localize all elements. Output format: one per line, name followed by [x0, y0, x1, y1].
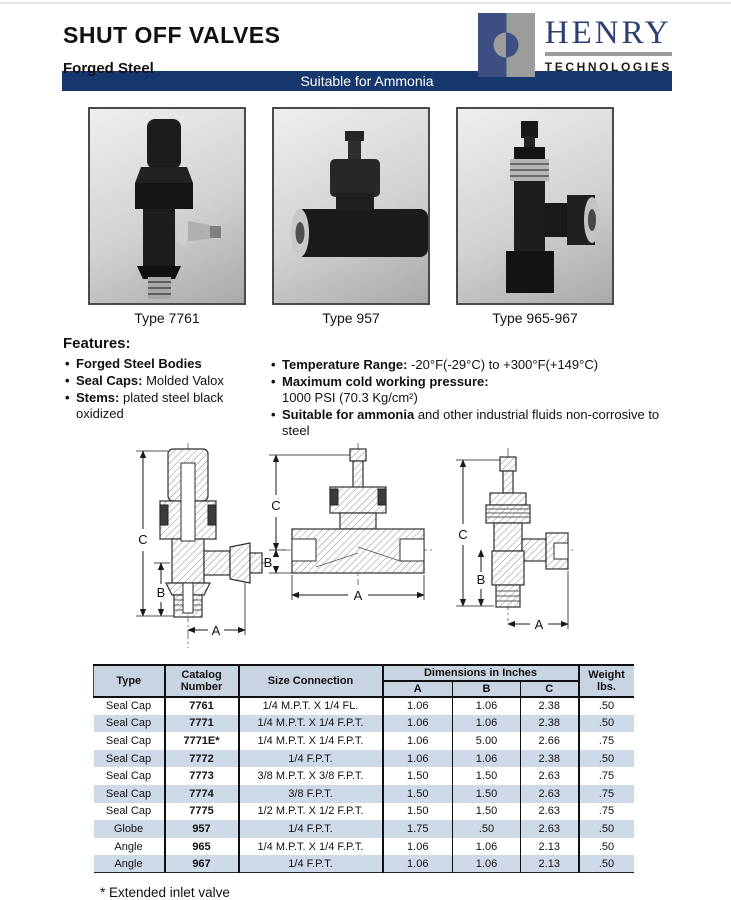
- cell-b: 1.06: [453, 855, 521, 873]
- technical-drawings: [62, 443, 672, 653]
- cell-type: Seal Cap: [94, 803, 165, 821]
- cell-b: 5.00: [453, 732, 521, 750]
- col-header-type: Type: [94, 665, 165, 697]
- cell-a: 1.06: [383, 732, 453, 750]
- valve-7761-illustration: [90, 109, 244, 303]
- cell-c: 2.38: [521, 750, 579, 768]
- company-logo: [478, 13, 672, 74]
- table-row: [94, 767, 634, 785]
- cell-a: 1.50: [383, 785, 453, 803]
- valve-957-illustration: [274, 109, 428, 303]
- cell-b: 1.50: [453, 785, 521, 803]
- header: [62, 0, 672, 77]
- feature-item: • Maximum cold working pressure: 1000 PSI (70.3 Kg/cm²): [268, 374, 672, 406]
- cell-size: 1/4 M.P.T. X 1/4 F.P.T.: [239, 732, 383, 750]
- cell-catalog: 957: [165, 820, 239, 838]
- feature-item: • Suitable for ammonia and other industrial fluids non-corrosive to steel: [268, 407, 672, 439]
- dim-label-c: C: [271, 498, 281, 513]
- dim-label-a: A: [353, 588, 363, 603]
- col-header-dim-b: B: [453, 681, 521, 697]
- col-header-dim-a: A: [383, 681, 453, 697]
- cell-a: 1.06: [383, 697, 453, 715]
- drawing-angle-valve: [456, 448, 576, 632]
- cell-b: 1.06: [453, 697, 521, 715]
- cell-type: Globe: [94, 820, 165, 838]
- product-photos: [88, 107, 672, 326]
- cell-b: .50: [453, 820, 521, 838]
- suitability-banner: Suitable for Ammonia: [62, 71, 672, 91]
- cell-size: 1/4 M.P.T. X 1/4 FL.: [239, 697, 383, 715]
- features-left-column: [62, 335, 268, 440]
- feature-item: • Temperature Range: -20°F(-29°C) to +300°F(+149°C): [268, 357, 672, 373]
- cell-size: 3/8 M.P.T. X 3/8 F.P.T.: [239, 767, 383, 785]
- cell-b: 1.06: [453, 715, 521, 733]
- cell-a: 1.50: [383, 803, 453, 821]
- cell-size: 1/2 M.P.T. X 1/2 F.P.T.: [239, 803, 383, 821]
- col-header-size: Size Connection: [239, 665, 383, 697]
- table-row: [94, 785, 634, 803]
- page-title: SHUT OFF VALVES: [63, 22, 281, 48]
- table-row: [94, 697, 634, 715]
- cell-type: Angle: [94, 855, 165, 873]
- cell-catalog: 7772: [165, 750, 239, 768]
- col-header-catalog: Catalog Number: [165, 665, 239, 697]
- logo-circle-icon: [494, 33, 519, 58]
- product-photo-965-967: [456, 107, 614, 326]
- cell-type: Angle: [94, 838, 165, 856]
- cell-weight: .75: [598, 734, 615, 747]
- title-block: [62, 13, 281, 77]
- features-left-list: [62, 356, 268, 422]
- cell-catalog: 7775: [165, 803, 239, 821]
- cell-catalog: 7773: [165, 767, 239, 785]
- feature-item: • Forged Steel Bodies: [62, 356, 268, 372]
- logo-tagline: TECHNOLOGIES: [544, 60, 672, 74]
- table-row: [94, 732, 634, 750]
- cell-c: 2.63: [521, 820, 579, 838]
- cell-a: 1.06: [383, 750, 453, 768]
- valve-photo-angle-flare: [88, 107, 246, 305]
- dim-label-c: C: [458, 527, 468, 542]
- valve-965-967-illustration: [458, 109, 612, 303]
- valve-photo-globe: [272, 107, 430, 305]
- logo-mark-icon: [478, 13, 535, 77]
- dim-label-c: C: [138, 532, 148, 547]
- cell-weight: .50: [598, 717, 615, 730]
- product-photo-7761: [88, 107, 246, 326]
- cell-type: Seal Cap: [94, 750, 165, 768]
- cell-a: 1.50: [383, 767, 453, 785]
- cell-c: 2.38: [521, 697, 579, 715]
- cell-type: Seal Cap: [94, 697, 165, 715]
- cell-c: 2.13: [521, 855, 579, 873]
- valve-photo-angle: [456, 107, 614, 305]
- cell-weight: .50: [598, 822, 615, 835]
- dim-label-b: B: [156, 585, 166, 600]
- photo-caption: Type 957: [322, 310, 380, 326]
- cell-weight: .50: [598, 752, 615, 765]
- cell-catalog: 965: [165, 838, 239, 856]
- cell-catalog: 7774: [165, 785, 239, 803]
- spec-table-body: [94, 697, 634, 873]
- col-header-weight: Weight lbs.: [579, 665, 634, 697]
- cell-c: 2.13: [521, 838, 579, 856]
- page-subtitle: Forged Steel: [63, 60, 154, 77]
- dim-label-a: A: [534, 617, 544, 632]
- cell-catalog: 7771: [165, 715, 239, 733]
- cell-catalog: 7761: [165, 697, 239, 715]
- photo-caption: Type 7761: [134, 310, 200, 326]
- drawing-angle-flare-valve: [136, 443, 270, 648]
- cell-size: 3/8 F.P.T.: [239, 785, 383, 803]
- cell-a: 1.06: [383, 855, 453, 873]
- cell-type: Seal Cap: [94, 767, 165, 785]
- cell-c: 2.63: [521, 785, 579, 803]
- cell-type: Seal Cap: [94, 732, 165, 750]
- spec-table-header: [94, 665, 634, 697]
- cell-size: 1/4 M.P.T. X 1/4 F.P.T.: [239, 715, 383, 733]
- table-row: [94, 855, 634, 873]
- logo-text: [545, 13, 672, 74]
- cell-c: 2.63: [521, 767, 579, 785]
- logo-divider: [545, 52, 672, 56]
- cell-a: 1.06: [383, 715, 453, 733]
- cell-b: 1.50: [453, 803, 521, 821]
- cell-size: 1/4 M.P.T. X 1/4 F.P.T.: [239, 838, 383, 856]
- cell-c: 2.66: [521, 732, 579, 750]
- logo-name: HENRY: [544, 15, 672, 51]
- feature-item: • Seal Caps: Molded Valox: [62, 373, 268, 389]
- features-right-column: [268, 335, 672, 440]
- cell-a: 1.75: [383, 820, 453, 838]
- cell-c: 2.63: [521, 803, 579, 821]
- cell-weight: .75: [598, 770, 615, 783]
- cell-weight: .75: [598, 805, 615, 818]
- drawing-globe-valve: [264, 443, 434, 603]
- cell-catalog: 967: [165, 855, 239, 873]
- cell-size: 1/4 F.P.T.: [239, 855, 383, 873]
- cell-size: 1/4 F.P.T.: [239, 820, 383, 838]
- table-row: [94, 820, 634, 838]
- dim-label-b: B: [476, 572, 486, 587]
- cell-weight: .50: [598, 700, 615, 713]
- cell-b: 1.50: [453, 767, 521, 785]
- footnote: * Extended inlet valve: [100, 885, 230, 900]
- cell-b: 1.06: [453, 838, 521, 856]
- cell-type: Seal Cap: [94, 715, 165, 733]
- features-section: [62, 335, 672, 440]
- table-row: [94, 838, 634, 856]
- photo-caption: Type 965-967: [492, 310, 578, 326]
- cell-weight: .75: [598, 787, 615, 800]
- table-row: [94, 750, 634, 768]
- spec-table: [93, 664, 634, 873]
- cell-weight: .50: [598, 840, 615, 853]
- cell-size: 1/4 F.P.T.: [239, 750, 383, 768]
- cell-b: 1.06: [453, 750, 521, 768]
- col-header-dimensions-group: Dimensions in Inches: [383, 665, 579, 681]
- cell-weight: .50: [598, 857, 615, 870]
- features-heading: Features:: [63, 335, 131, 352]
- table-row: [94, 715, 634, 733]
- cell-catalog: 7771E*: [165, 732, 239, 750]
- cell-type: Seal Cap: [94, 785, 165, 803]
- product-photo-957: [272, 107, 430, 326]
- features-right-list: [268, 357, 672, 439]
- cell-c: 2.38: [521, 715, 579, 733]
- cell-a: 1.06: [383, 838, 453, 856]
- dim-label-a: A: [211, 623, 221, 638]
- page: [62, 0, 672, 900]
- col-header-dim-c: C: [521, 681, 579, 697]
- dim-label-b: B: [263, 555, 273, 570]
- feature-item: • Stems: plated steel black oxidized: [62, 390, 268, 422]
- table-row: [94, 803, 634, 821]
